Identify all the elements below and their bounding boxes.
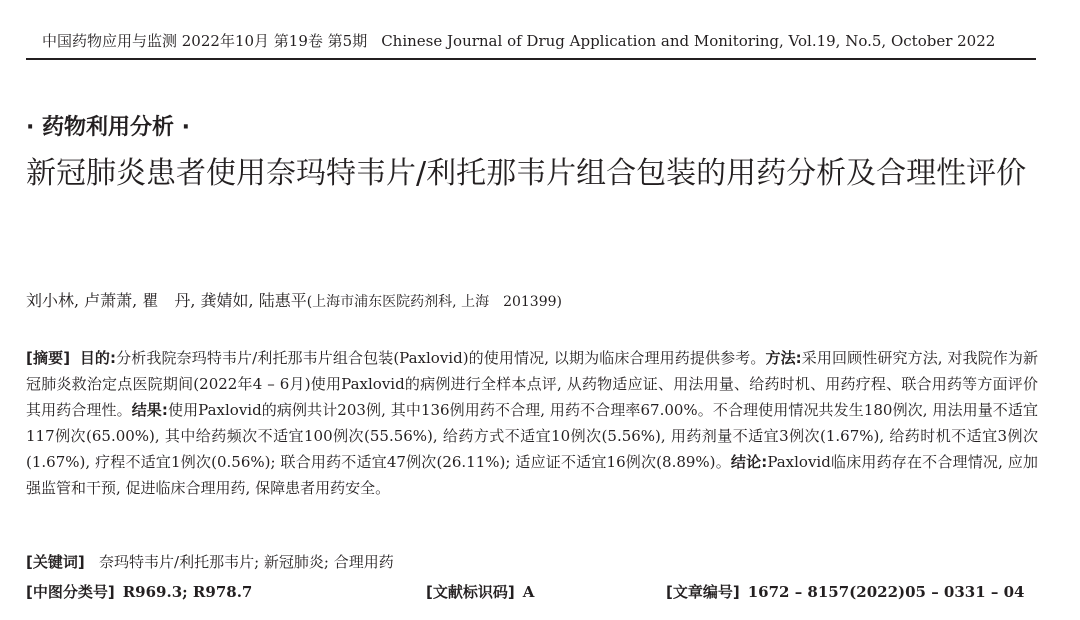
clc-value: R969.3; R978.7	[122, 583, 253, 601]
doc-code-value: A	[522, 583, 535, 601]
objective-label: 目的:	[79, 349, 117, 367]
classification-line	[26, 581, 1038, 602]
journal-name-cn: 中国药物应用与监测 2022年10月 第19卷 第5期	[42, 32, 368, 50]
article-number-value: 1672 – 8157(2022)05 – 0331 – 04	[747, 583, 1025, 601]
doc-code-label: [文献标识码]	[426, 583, 515, 601]
clc-label: [中图分类号]	[26, 583, 115, 601]
doc-code-group	[426, 581, 534, 602]
author-names: 刘小林, 卢萧萧, 瞿 丹, 龚婧如, 陆惠平	[26, 291, 307, 310]
results-label: 结果:	[131, 401, 168, 419]
objective-text: 分析我院奈玛特韦片/利托那韦片组合包装(Paxlovid)的使用情况, 以期为临床合理用药提供参考。	[116, 349, 766, 367]
header-rule	[26, 58, 1036, 60]
keywords-label: [关键词]	[26, 553, 85, 571]
abstract	[26, 345, 1038, 501]
keywords-value: 奈玛特韦片/利托那韦片; 新冠肺炎; 合理用药	[99, 553, 394, 571]
article-number-group	[666, 581, 1025, 602]
methods-label: 方法:	[765, 349, 802, 367]
article-number-label: [文章编号]	[666, 583, 740, 601]
running-header	[42, 30, 1032, 51]
article-title: 新冠肺炎患者使用奈玛特韦片/利托那韦片组合包装的用药分析及合理性评价	[26, 156, 1027, 191]
clc-group	[26, 583, 252, 601]
author-affiliation: (上海市浦东医院药剂科, 上海 201399)	[306, 294, 562, 310]
journal-name-en: Chinese Journal of Drug Application and Monitoring, Vol.19, No.5, October 2022	[381, 32, 996, 50]
conclusion-text: Paxlovid临床用药存在不合理情况, 应加强监管和干预, 促进临床合理用药, 保障患者用药安全。	[26, 453, 1039, 497]
conclusion-label: 结论:	[730, 453, 768, 471]
abstract-label: [摘要]	[26, 349, 71, 367]
methods-text: 采用回顾性研究方法, 对我院作为新冠肺炎救治定点医院期间(2022年4 – 6月)使用Paxlovid的病例进行全样本点评, 从药物适应证、用法用量、给药时机、用药疗程、联合用药等方面评价其用药合理性。	[26, 349, 1039, 419]
column-label: · 药物利用分析 ·	[26, 115, 191, 140]
keywords-line	[26, 551, 394, 572]
author-line	[26, 288, 562, 311]
results-text: 使用Paxlovid的病例共计203例, 其中136例用药不合理, 用药不合理率67.00%。不合理使用情况共发生180例次, 用法用量不适宜117例次(65.00%), 其中给药频次不适宜100例次(55.56%), 给药方式不适宜10例次(5.56%), 用药剂量不适宜3例次(1.67%), 给药时机不适宜3例次(1.67%), 疗程不适宜1例次(0.56%); 联合用药不适宜47例次(26.11%); 适应证不适宜16例次(8.89%)。	[26, 401, 1038, 471]
